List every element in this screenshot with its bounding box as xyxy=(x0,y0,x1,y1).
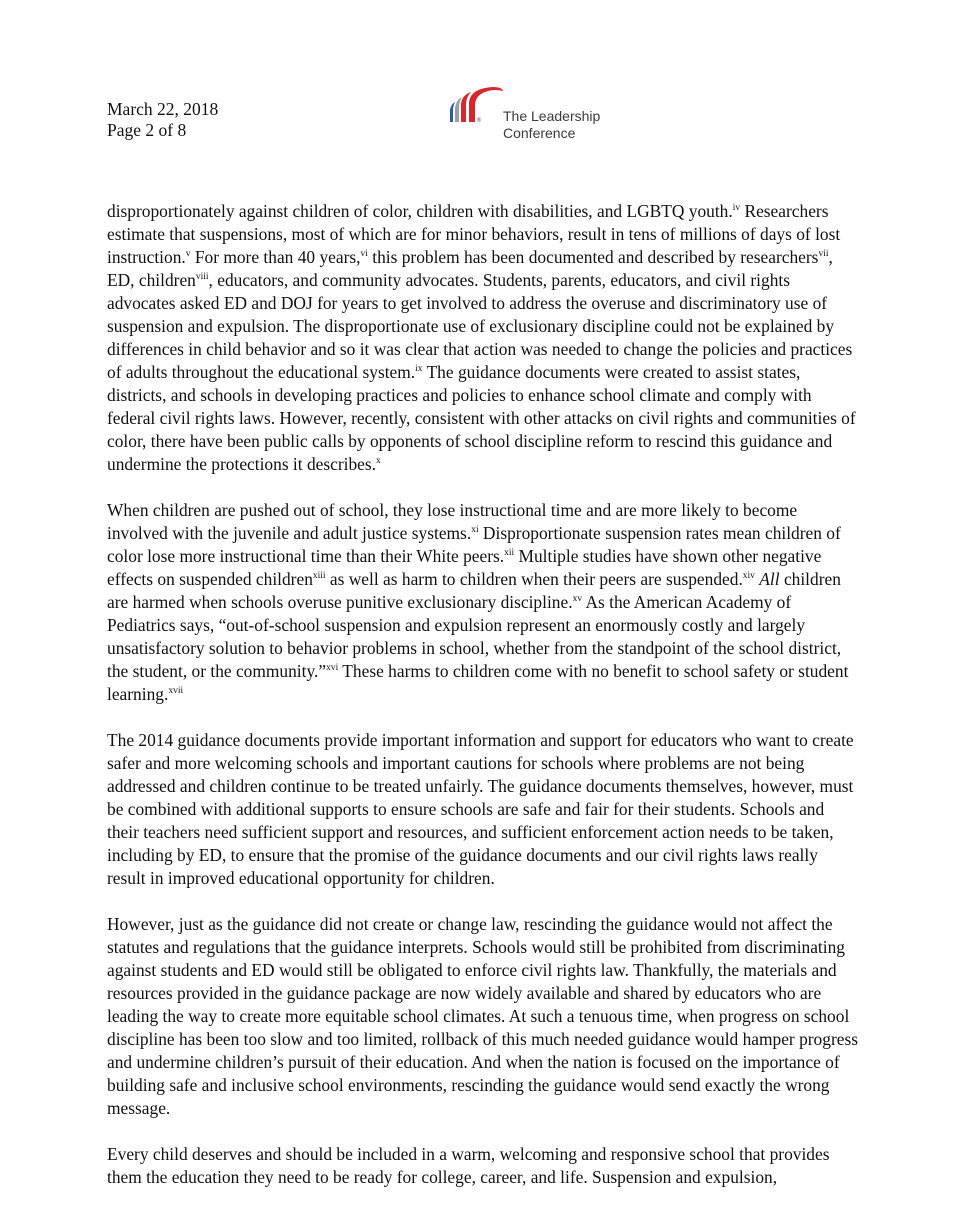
endnote-reference: viii xyxy=(195,272,209,283)
letter-body xyxy=(107,200,859,1212)
paragraph-text: When children are pushed out of school, they lose instructional time and are more likely to become involved with the juvenile and adult justice systems. xyxy=(107,500,798,543)
letter-header xyxy=(107,99,218,141)
paragraph-text: , ED, children xyxy=(107,247,833,290)
paragraph-text: this problem has been documented and described by researchers xyxy=(367,247,819,267)
endnote-reference: xiv xyxy=(742,571,755,582)
endnote-reference: xvi xyxy=(326,663,339,674)
paragraph-text: These harms to children come with no benefit to school safety or student learning. xyxy=(107,661,849,704)
endnote-reference: vii xyxy=(818,249,829,260)
letter-date: March 22, 2018 xyxy=(107,99,219,119)
body-paragraph xyxy=(107,729,859,890)
endnote-reference: ix xyxy=(415,364,423,375)
endnote-reference: v xyxy=(185,249,191,260)
paragraph-text: Researchers estimate that suspensions, most of which are for minor behaviors, result in tens of millions of days of lost instruction. xyxy=(107,201,841,267)
body-paragraph xyxy=(107,913,859,1120)
paragraph-text: Disproportionate suspension rates mean children of color lose more instructional time than their White peers. xyxy=(107,523,841,566)
endnote-reference: xii xyxy=(504,548,515,559)
emphasis-text: All xyxy=(759,569,780,589)
logo-blue-stripe xyxy=(450,102,455,122)
body-paragraph xyxy=(107,1143,859,1189)
page-number: Page 2 of 8 xyxy=(107,120,187,140)
paragraph-text: The guidance documents were created to assist states, districts, and schools in developing practices and policies to enhance school climate and comply with federal civil rights laws. However, recently, consistent with other attacks on civil rights and communities of color, there have been public calls by opponents of school discipline reform to rescind this guidance and undermine the protections it describes. xyxy=(107,362,856,474)
paragraph-text: For more than 40 years, xyxy=(190,247,361,267)
logo-line-2: Conference xyxy=(503,125,576,141)
paragraph-text: disproportionately against children of color, children with disabilities, and LGBTQ youth. xyxy=(107,201,733,221)
leadership-conference-logo xyxy=(447,84,607,144)
paragraph-text: children are harmed when schools overuse punitive exclusionary discipline. xyxy=(107,569,841,612)
endnote-reference: xiii xyxy=(312,571,326,582)
paragraph-text: as well as harm to children when their peers are suspended. xyxy=(325,569,743,589)
endnote-reference: xv xyxy=(572,594,583,605)
body-paragraph xyxy=(107,200,859,476)
paragraph-text: Multiple studies have shown other negative effects on suspended children xyxy=(107,546,822,589)
paragraph-text: The 2014 guidance documents provide important information and support for educators who want to create safer and more welcoming schools and important cautions for schools where problems are not being addressed and children continue to be treated unfairly. The guidance documents themselves, however, must be combined with additional supports to ensure schools are safe and fair for their students. Schools and their teachers need sufficient support and resources, and sufficient enforcement action needs to be taken, including by ED, to ensure that the promise of the guidance documents and our civil rights laws really result in improved educational opportunity for children. xyxy=(107,730,854,888)
paragraph-text: However, just as the guidance did not create or change law, rescinding the guidance would not affect the statutes and regulations that the guidance interprets. Schools would still be prohibited from discriminating against students and ED would still be obligated to enforce civil rights law. Thankfully, the materials and resources provided in the guidance package are now widely available and shared by educators who are leading the way to create more equitable school climates. At such a tenuous time, when progress on school discipline has been too slow and too limited, rollback of this much needed guidance would hamper progress and undermine children’s pursuit of their education. And when the nation is focused on the importance of building safe and inclusive school environments, rescinding the guidance would send exactly the wrong message. xyxy=(107,914,858,1118)
logo-gray-stripe xyxy=(455,97,462,122)
endnote-reference: x xyxy=(376,456,381,467)
paragraph-text: As the American Academy of Pediatrics says, “out-of-school suspension and expulsion represent an enormously costly and largely unsatisfactory solution to behavior problems in school, whether from the standpoint of the school district, the student, or the community.” xyxy=(107,592,842,681)
endnote-reference: vi xyxy=(360,249,368,260)
logo-line-1: The Leadership xyxy=(503,108,601,124)
registered-mark: ® xyxy=(476,117,482,124)
endnote-reference: xi xyxy=(471,525,479,536)
endnote-reference: xvii xyxy=(168,686,184,697)
swoosh-logo-icon xyxy=(447,84,505,128)
body-paragraph xyxy=(107,499,859,706)
endnote-reference: iv xyxy=(732,203,741,214)
logo-red-arc xyxy=(469,87,503,122)
paragraph-text: Every child deserves and should be included in a warm, welcoming and responsive school that provides them the education they need to be ready for college, career, and life. Suspension and expulsion, xyxy=(107,1144,830,1187)
paragraph-text: , educators, and community advocates. Students, parents, educators, and civil rights advocates asked ED and DOJ for years to get involved to address the overuse and discriminatory use of suspension and expulsion. The disproportionate use of exclusionary discipline could not be explained by differences in child behavior and so it was clear that action was needed to change the policies and practices of adults throughout the educational system. xyxy=(107,270,853,382)
logo-text xyxy=(503,108,600,142)
